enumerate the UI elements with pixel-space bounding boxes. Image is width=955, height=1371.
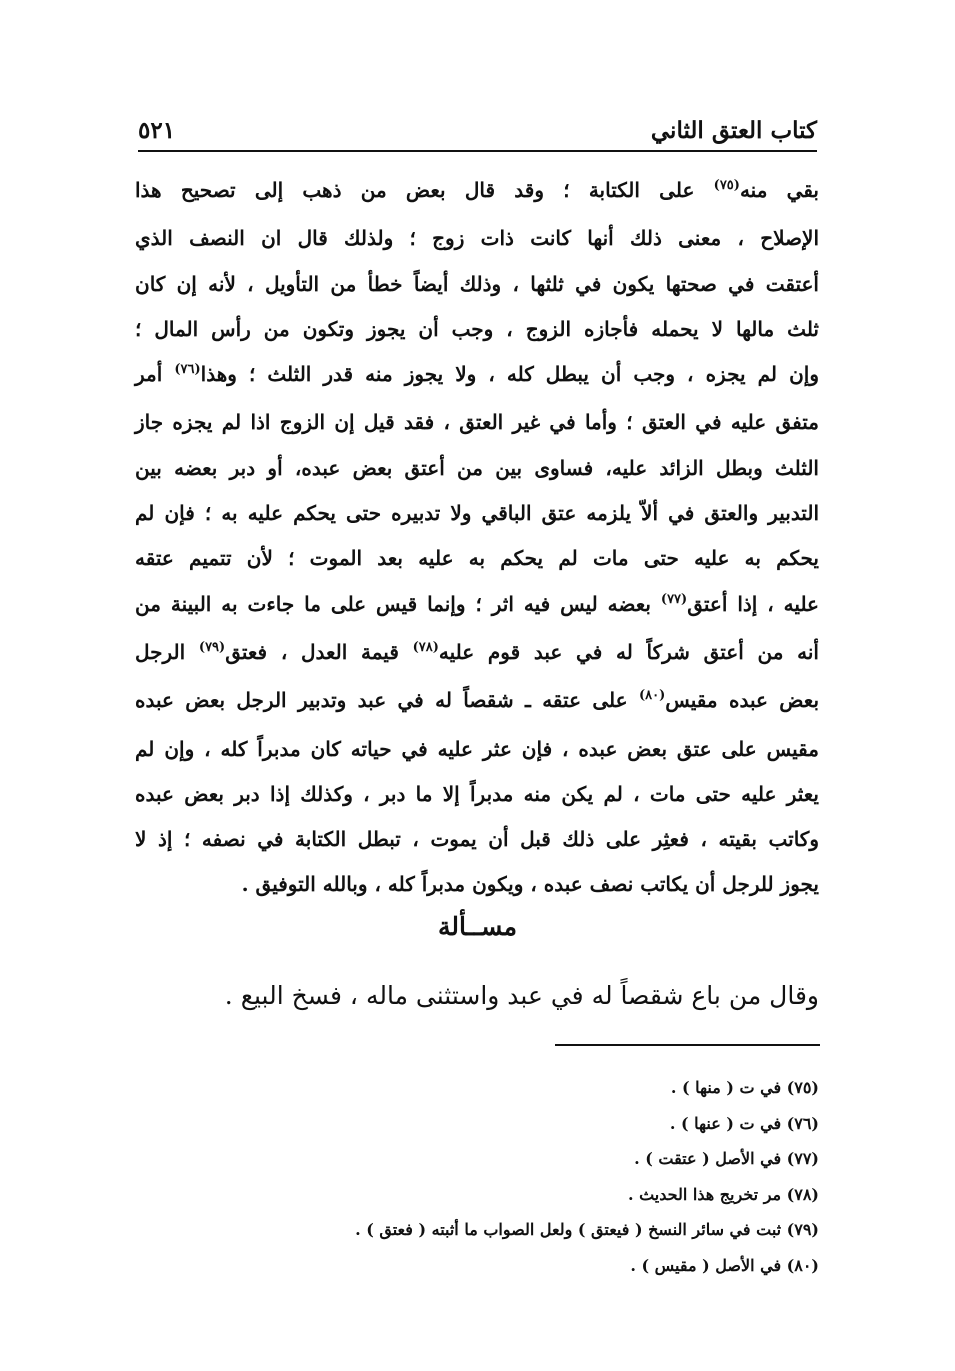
footnote: (٧٧) في الأصل ( عتقت ) . — [634, 1149, 819, 1169]
footnote-ref: (٧٩) — [198, 639, 226, 655]
text-line: متفق عليه في العتق ؛ وأما في غير العتق ، فقد قيل إن الزوج اذا لم يجزه جاز — [135, 410, 819, 435]
footnote: (٨٠) في الأصل ( مقيس ) . — [630, 1255, 819, 1275]
text-line: مقيس على عتق بعض عبده ، فإن عثر عليه في حياته كان مدبراً كله ، وإن لم — [135, 736, 819, 761]
text-line: يعثر عليه حتى مات ، لم يكن منه مدبراً إلا ما دبر ، وكذلك إذا دبر بعض عبده — [135, 781, 819, 806]
page-number: ٥٢١ — [138, 117, 176, 144]
text-line: أنه من أعتق شركاً له في عبد قوم عليه$^{(٧٨)}$ قيمة العدل ، فعتق$^{(٧٩)}$ الرجل — [135, 639, 819, 664]
text-line: يجوز للرجل أن يكاتب نصف عبده ، ويكون مدبراً كله ، وبالله التوفيق . — [241, 872, 819, 897]
footnote-ref: (٧٨) — [412, 639, 439, 655]
text-line: وكاتب بقيته ، فعثِر على ذلك قبل أن يموت ، تبطل الكتابة في نصفه ؛ إذ لا — [135, 827, 819, 852]
text-line: وإن لم يجزه ، وجب أن يبطل كله ، ولا يجوز منه قدر الثلث ؛ وهذا$^{(٧٦)}$ أمر — [135, 362, 819, 387]
footnote-ref: (٨٠) — [638, 688, 666, 704]
text-line: ثلث مالها لا يحمله فأجازه الزوج ، وجب أن يجوز وتكون من رأس المال ؛ — [135, 316, 819, 341]
footnote: (٧٦) في ت ( عنها ) . — [669, 1113, 819, 1133]
section-heading: مســألة — [438, 912, 517, 941]
footnote-ref: (٧٦) — [174, 362, 201, 378]
footnotes — [135, 1070, 819, 1284]
text-line: بعض عبده مقيس$^{(٨٠)}$ على عتقه ـ شقصاً له في عبد وتدبير الرجل بعض عبده — [135, 688, 820, 713]
text-line: عليه ، إذا أعتق$^{(٧٧)}$ بعضه ليس فيه اثر ؛ وإنما قيس على ما جاءت به البينة من — [135, 591, 819, 616]
text-line: التدبير والعتق في ألاّ يلزمه عتق الباقي ولا تدبيره حتى يحكم عليه به ؛ فإن لم — [135, 501, 819, 526]
footnote: (٧٥) في ت ( منها ) . — [670, 1078, 819, 1097]
footnote-ref: (٧٧) — [660, 591, 688, 607]
page-header — [138, 104, 817, 152]
footnote-ref: (٧٥) — [713, 178, 740, 193]
footnote: (٧٨) مر تخريج هذا الحديث . — [627, 1184, 819, 1204]
text-line: أعتقت في صحتها يكون في ثلثها ، وذلك أيضاً خطأ من التأويل ، لأنه إن كان — [135, 271, 819, 296]
body-text — [135, 168, 819, 908]
running-head: كتاب العتق الثاني — [650, 117, 817, 144]
text-line: الإصلاح ، معنى ذلك أنها كانت ذات زوج ؛ ولذلك قال ان النصف الذي — [135, 226, 819, 251]
footnote-divider — [555, 1044, 820, 1046]
footnote: (٧٩) ثبت في سائر النسخ ( فيعتق ) ولعل الصواب ما أثبته ( فعتق ) . — [355, 1220, 819, 1240]
section-statement: وقال من باع شقصاً له في عبد واستثنى ماله ، فسخ البيع . — [224, 981, 819, 1010]
text-line: بقي منه$^{(٧٥)}$ على الكتابة ؛ وقد قال بعض من ذهب إلى تصحيح هذا — [135, 178, 819, 202]
text-line: الثلث وبطل الزائد عليه، فساوى بين من أعتق بعض عبده، أو دبر بعضه بين — [135, 455, 819, 480]
text-line: يحكم به عليه حتى مات لم يحكم به عليه بعد الموت ؛ لأن تتميم عتقه — [135, 546, 819, 571]
